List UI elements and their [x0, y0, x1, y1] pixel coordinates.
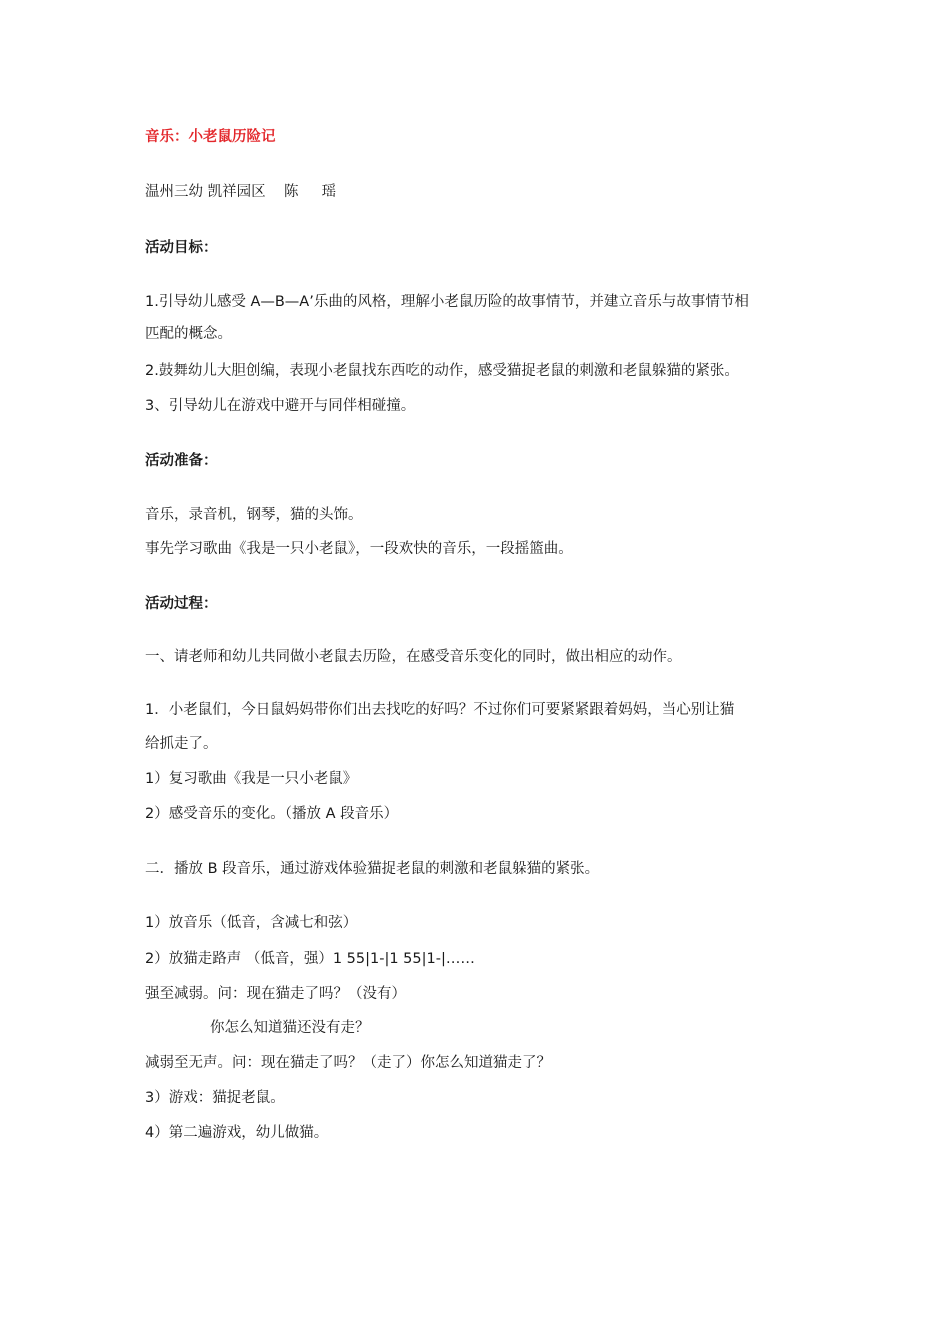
process-p2-line-3: 强至减弱。问：现在猫走了吗？（没有） — [145, 986, 406, 1002]
process-p1-sub-1: 1）复习歌曲《我是一只小老鼠》 — [145, 771, 358, 787]
process-p1-line-2: 给抓走了。 — [145, 736, 218, 752]
process-p2-sub-2: 2）放猫走路声 （低音，强）1 55|1-|1 55|1-|…… — [145, 951, 475, 967]
prep-line-1: 音乐，录音机，钢琴，猫的头饰。 — [145, 507, 363, 523]
author-line: 温州三幼 凯祥园区 陈 瑶 — [145, 184, 337, 200]
goal-item-1-line-1: 1.引导幼儿感受 A—B—A’乐曲的风格，理解小老鼠历险的故事情节，并建立音乐与故事情节相 — [145, 294, 749, 310]
process-p1-sub-2: 2）感受音乐的变化。（播放 A 段音乐） — [145, 806, 399, 822]
prep-heading: 活动准备： — [145, 453, 218, 469]
document-title: 音乐：小老鼠历险记 — [145, 129, 276, 145]
process-part-1: 一、请老师和幼儿共同做小老鼠去历险，在感受音乐变化的同时，做出相应的动作。 — [145, 649, 682, 665]
goal-item-2: 2.鼓舞幼儿大胆创编，表现小老鼠找东西吃的动作，感受猫捉老鼠的刺激和老鼠躲猫的紧张。 — [145, 363, 739, 379]
process-p2-sub-1: 1）放音乐（低音，含减七和弦） — [145, 915, 358, 931]
process-part-2: 二．播放 B 段音乐，通过游戏体验猫捉老鼠的刺激和老鼠躲猫的紧张。 — [145, 861, 600, 877]
goals-heading: 活动目标： — [145, 240, 218, 256]
process-p2-sub-3: 3）游戏：猫捉老鼠。 — [145, 1090, 285, 1106]
process-heading: 活动过程： — [145, 596, 218, 612]
process-p2-sub-4: 4）第二遍游戏，幼儿做猫。 — [145, 1125, 329, 1141]
prep-line-2: 事先学习歌曲《我是一只小老鼠》，一段欢快的音乐，一段摇篮曲。 — [145, 541, 573, 557]
process-p2-line-4: 你怎么知道猫还没有走？ — [210, 1020, 370, 1036]
goal-item-3: 3、引导幼儿在游戏中避开与同伴相碰撞。 — [145, 398, 416, 414]
process-p2-line-5: 减弱至无声。问：现在猫走了吗？（走了）你怎么知道猫走了？ — [145, 1055, 551, 1071]
process-p1-line-1: 1．小老鼠们，今日鼠妈妈带你们出去找吃的好吗？不过你们可要紧紧跟着妈妈，当心别让猫 — [145, 702, 735, 718]
goal-item-1-line-2: 匹配的概念。 — [145, 326, 232, 342]
